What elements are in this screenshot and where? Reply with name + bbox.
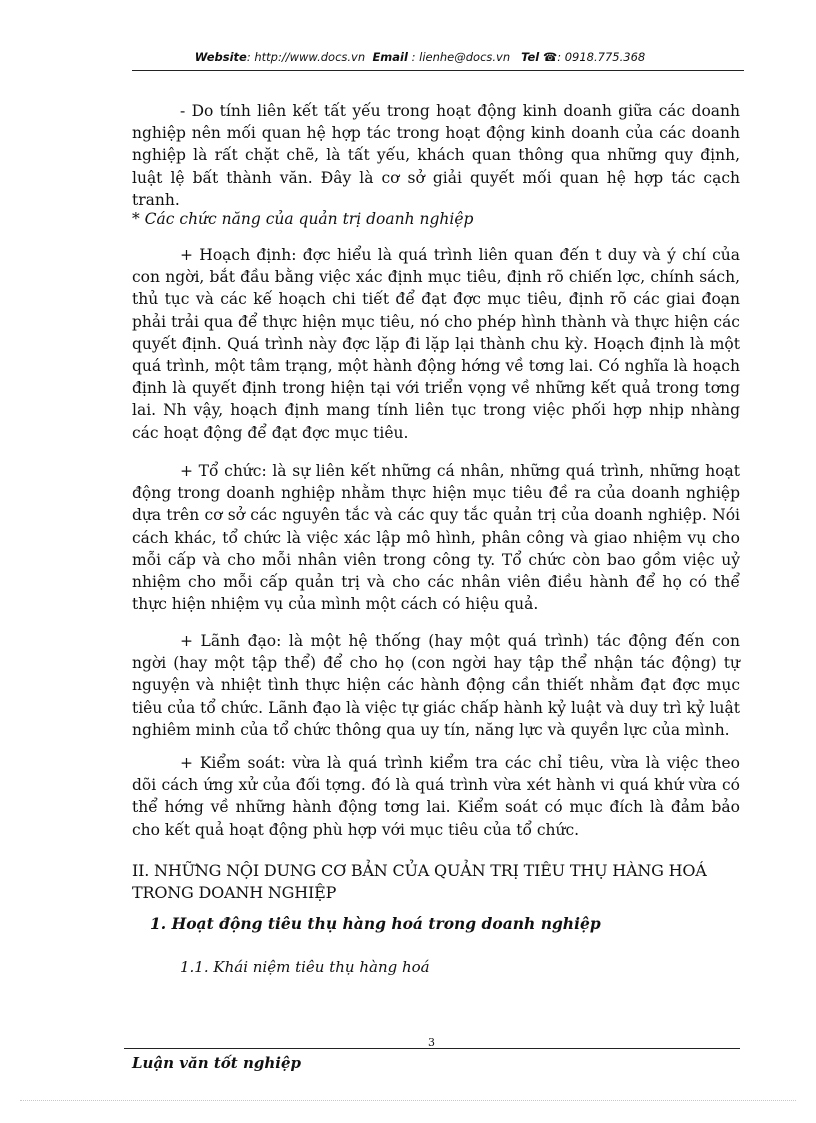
subheading-functions: * Các chức năng của quản trị doanh nghiệp [132, 210, 474, 228]
website-value: : http://www.docs.vn [246, 50, 366, 64]
page-header [120, 50, 720, 64]
footer-title: Luận văn tốt nghiệp [132, 1054, 301, 1072]
page-edge-divider [20, 1100, 796, 1101]
page-number: 3 [428, 1036, 435, 1049]
paragraph-leading: + Lãnh đạo: là một hệ thống (hay một quá trình) tác động đến con ngời (hay một tập thể) để cho họ (con ngời hay tập thể nhận tác động) tự nguyện và nhiệt tình thực hiện các hành động cần thiết nhằm đạt đợc mục tiêu của tổ chức. Lãnh đạo là việc tự giác chấp hành kỷ luật và duy trì kỷ luật nghiêm minh của tổ chức thông qua uy tín, năng lực và quyền lực của mình. [132, 632, 740, 739]
paragraph-controlling: + Kiểm soát: vừa là quá trình kiểm tra các chỉ tiêu, vừa là việc theo dõi cách ứng xử của đối tợng. đó là quá trình vừa xét hành vi quá khứ vừa có thể hớng về những hành động tơng lai. Kiểm soát có mục đích là đảm bảo cho kết quả hoạt động phù hợp với mục tiêu của tổ chức. [132, 754, 740, 839]
paragraph-organizing: + Tổ chức: là sự liên kết những cá nhân, những quá trình, những hoạt động trong doanh nghiệp nhằm thực hiện mục tiêu đề ra của doanh nghiệp dựa trên cơ sở các nguyên tắc và các quy tắc quản trị của doanh nghiệp. Nói cách khác, tổ chức là việc xác lập mô hình, phân công và giao nhiệm vụ cho mỗi cấp và cho mỗi nhân viên trong công ty. Tổ chức còn bao gồm việc uỷ nhiệm cho mỗi cấp quản trị và cho các nhân viên điều hành để họ có thể thực hiện nhiệm vụ của mình một cách có hiệu quả. [132, 462, 740, 614]
footer-rule [124, 1048, 740, 1049]
email-label: Email [372, 50, 408, 64]
paragraph-cooperation: - Do tính liên kết tất yếu trong hoạt động kinh doanh giữa các doanh nghiệp nên mối quan hệ hợp tác trong hoạt động kinh doanh của các doanh nghiệp là rất chặt chẽ, là tất yếu, khách quan thông qua những quy định, luật lệ bất thành văn. Đây là cơ sở giải quyết mối quan hệ hợp tác cạch tranh. [132, 102, 740, 209]
section-heading: II. NHỮNG NỘI DUNG CƠ BẢN CỦA QUẢN TRỊ TIÊU THỤ HÀNG HOÁ TRONG DOANH NGHIỆP [132, 861, 707, 902]
website-label: Website [194, 50, 247, 64]
heading-level-2: 1.1. Khái niệm tiêu thụ hàng hoá [180, 958, 430, 976]
heading-level-1: 1. Hoạt động tiêu thụ hàng hoá trong doanh nghiệp [150, 914, 601, 933]
phone-icon: ☎ [542, 50, 558, 64]
tel-label: Tel [521, 50, 540, 64]
email-value: : lienhe@docs.vn [407, 50, 511, 64]
header-rule [132, 70, 744, 71]
paragraph-planning: + Hoạch định: đợc hiểu là quá trình liên quan đến t duy và ý chí của con ngời, bắt đầu bằng việc xác định mục tiêu, định rõ chiến lợc, chính sách, thủ tục và các kế hoạch chi tiết để đạt đợc mục tiêu, định rõ các giai đoạn phải trải qua để thực hiện mục tiêu, nó cho phép hình thành và thực hiện các quyết định. Quá trình này đợc lặp đi lặp lại thành chu kỳ. Hoạch định là một quá trình, một tâm trạng, một hành động hớng về tơng lai. Có nghĩa là hoạch định là quyết định trong hiện tại với triển vọng về những kết quả trong tơng lai. Nh vậy, hoạch định mang tính liên tục trong việc phối hợp nhịp nhàng các hoạt động để đạt đợc mục tiêu. [132, 246, 740, 442]
tel-value: : 0918.775.368 [557, 50, 646, 64]
